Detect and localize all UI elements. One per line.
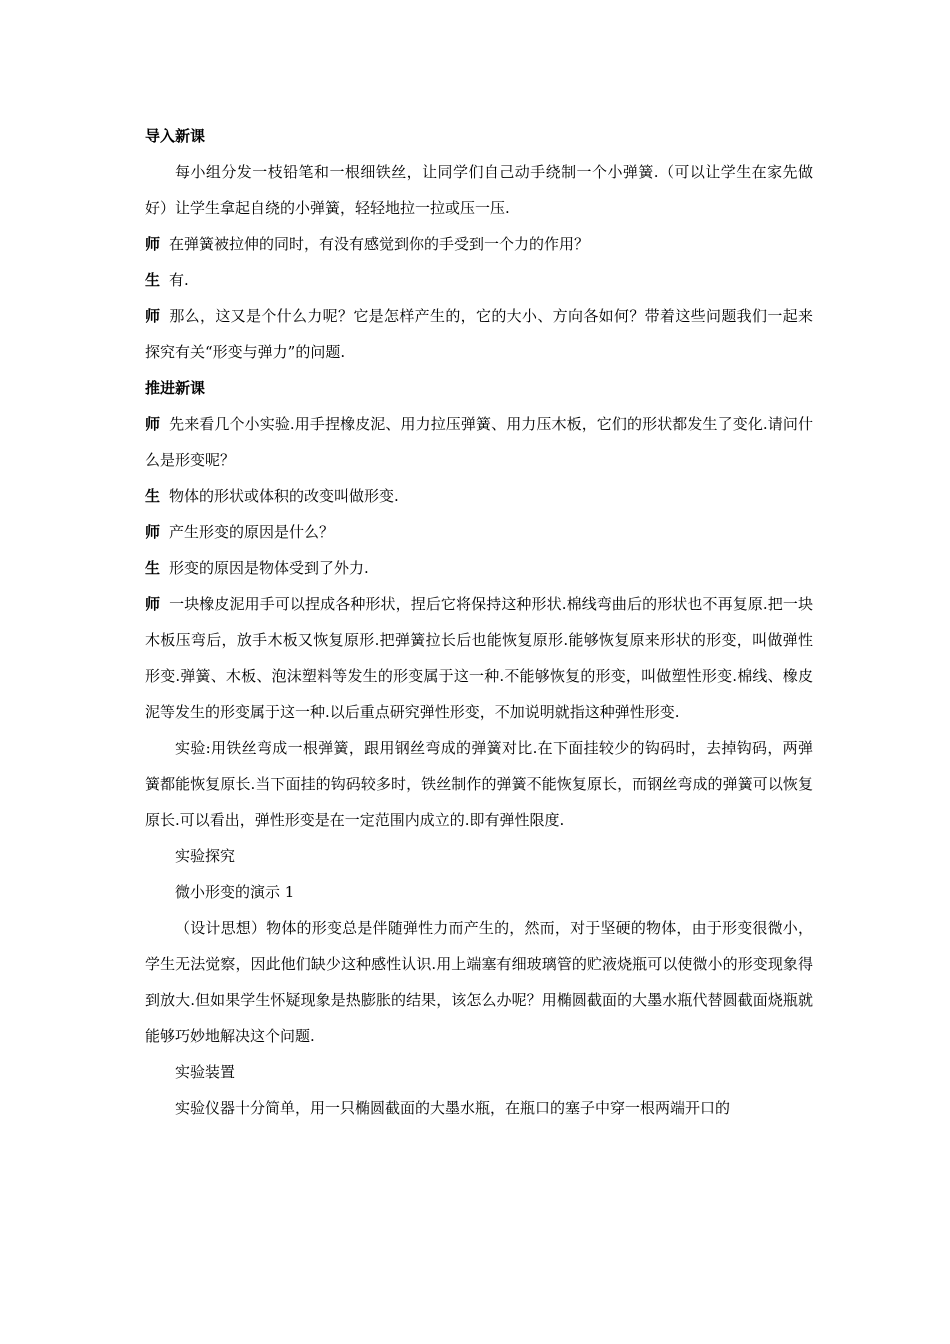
dialogue-text: 一块橡皮泥用手可以捏成各种形状，捏后它将保持这种形状.棉线弯曲后的形状也不再复原.把一块木板压弯后，放手木板又恢复原形.把弹簧拉长后也能恢复原形.能够恢复原来形状的形变，叫做弹性形变.弹簧、木板、泡沫塑料等发生的形变属于这一种.不能够恢复的形变，叫做塑性形变.棉线、橡皮泥等发生的形变属于这一种.以后重点研究弹性形变，不加说明就指这种弹性形变.: [145, 595, 813, 721]
apparatus-paragraph: 实验仪器十分简单，用一只椭圆截面的大墨水瓶，在瓶口的塞子中穿一根两端开口的: [175, 1099, 731, 1117]
dialogue-text: 产生形变的原因是什么？: [169, 523, 335, 541]
dialogue-line: [145, 550, 813, 586]
speaker-label: 师: [145, 595, 161, 613]
subheading-explore: 实验探究: [175, 847, 236, 865]
speaker-label: 生: [145, 559, 161, 577]
design-paragraph: （设计思想）物体的形变总是伴随弹性力而产生的，然而，对于坚硬的物体，由于形变很微小，学生无法觉察，因此他们缺少这种感性认识.用上端塞有细玻璃管的贮液烧瓶可以使微小的形变现象得到放大.但如果学生怀疑现象是热膨胀的结果，该怎么办呢？用椭圆截面的大墨水瓶代替圆截面烧瓶就能够巧妙地解决这个问题.: [145, 919, 813, 1045]
section-heading-advance: 推进新课: [145, 379, 206, 397]
section-heading-intro: 导入新课: [145, 127, 206, 145]
speaker-label: 师: [145, 415, 161, 433]
dialogue-line: [145, 478, 813, 514]
dialogue-text: 那么，这又是个什么力呢？它是怎样产生的，它的大小、方向各如何？带着这些问题我们一起来探究有关“形变与弹力”的问题.: [145, 307, 813, 361]
speaker-label: 生: [145, 487, 161, 505]
intro-paragraph: 每小组分发一枝铅笔和一根细铁丝，让同学们自己动手绕制一个小弹簧.（可以让学生在家先做好）让学生拿起自绕的小弹簧，轻轻地拉一拉或压一压.: [145, 163, 813, 217]
dialogue-line: [145, 406, 813, 478]
dialogue-line: [145, 586, 813, 730]
speaker-label: 师: [145, 523, 161, 541]
dialogue-text: 物体的形状或体积的改变叫做形变.: [169, 487, 399, 505]
dialogue-line: [145, 226, 813, 262]
subheading-demo: 微小形变的演示 1: [175, 883, 295, 901]
dialogue-line: [145, 262, 813, 298]
document-page: [145, 118, 813, 1126]
subheading-apparatus: 实验装置: [175, 1063, 236, 1081]
dialogue-text: 在弹簧被拉伸的同时，有没有感觉到你的手受到一个力的作用？: [169, 235, 590, 253]
speaker-label: 生: [145, 271, 161, 289]
dialogue-text: 形变的原因是物体受到了外力.: [169, 559, 369, 577]
dialogue-line: [145, 514, 813, 550]
dialogue-line: [145, 298, 813, 370]
dialogue-text: 有.: [169, 271, 189, 289]
dialogue-text: 先来看几个小实验.用手捏橡皮泥、用力拉压弹簧、用力压木板，它们的形状都发生了变化.请问什么是形变呢？: [145, 415, 813, 469]
speaker-label: 师: [145, 307, 161, 325]
speaker-label: 师: [145, 235, 161, 253]
experiment-paragraph: 实验:用铁丝弯成一根弹簧，跟用钢丝弯成的弹簧对比.在下面挂较少的钩码时，去掉钩码，两弹簧都能恢复原长.当下面挂的钩码较多时，铁丝制作的弹簧不能恢复原长，而钢丝弯成的弹簧可以恢复原长.可以看出，弹性形变是在一定范围内成立的.即有弹性限度.: [145, 739, 813, 829]
